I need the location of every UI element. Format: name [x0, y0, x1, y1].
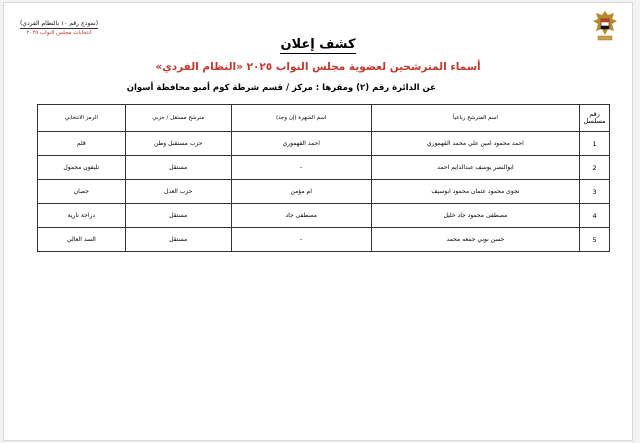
page-subtitle: أسماء المترشحين لعضوية مجلس النواب ٢٠٢٥ «النظام الفردي»	[155, 61, 481, 73]
cell-nickname: مصطفى جاد	[231, 204, 371, 228]
cell-symbol: دراجة نارية	[38, 204, 126, 228]
table-row	[38, 132, 610, 156]
header-name: اسم المترشح رباعياً	[371, 105, 580, 132]
cell-nickname: -	[231, 228, 371, 252]
header-type: مترشح مستقل / حزبي	[125, 105, 231, 132]
cell-type: حزب مستقبل وطن	[125, 132, 231, 156]
cell-name: نجوى محمود عثمان محمود ابوسيف	[371, 180, 580, 204]
table-row	[38, 180, 610, 204]
cell-symbol: حصان	[38, 180, 126, 204]
candidates-table	[37, 104, 610, 252]
header-nickname: اسم الشهرة (إن وجد)	[231, 105, 371, 132]
cell-nickname: ام مؤمن	[231, 180, 371, 204]
form-label: (نموذج رقم ١٠ بالنظام الفردي)	[19, 20, 99, 27]
cell-num: 5	[580, 228, 610, 252]
announcement-page	[3, 2, 633, 441]
cell-type: مستقل	[125, 228, 231, 252]
cell-num: 3	[580, 180, 610, 204]
table-header-row	[38, 105, 610, 132]
header-symbol: الرمز الانتخابي	[38, 105, 126, 132]
table-row	[38, 204, 610, 228]
table-row	[38, 156, 610, 180]
cell-symbol: قلم	[38, 132, 126, 156]
table-row	[38, 228, 610, 252]
cell-symbol: السد العالي	[38, 228, 126, 252]
cell-name: ابوالنصر يوسف عبدالدايم احمد	[371, 156, 580, 180]
cell-num: 1	[580, 132, 610, 156]
header-serial: رقم مسلسل	[580, 105, 610, 132]
cell-name: احمد محمود امين علي محمد القهموري	[371, 132, 580, 156]
cell-type: حزب العدل	[125, 180, 231, 204]
district-line: عن الدائرة رقم (٢) ومقرها : مركز / قسم شرطة كوم أمبو محافظة أسوان	[126, 83, 436, 93]
cell-symbol: تليفون محمول	[38, 156, 126, 180]
cell-name: حسن نوبي جمعه محمد	[371, 228, 580, 252]
page-title-text: كشف إعلان	[280, 37, 356, 52]
cell-nickname: -	[231, 156, 371, 180]
cell-num: 4	[580, 204, 610, 228]
form-number-box	[12, 10, 106, 36]
cell-num: 2	[580, 156, 610, 180]
cell-type: مستقل	[125, 204, 231, 228]
cell-nickname: احمد القهموري	[231, 132, 371, 156]
cell-name: مصطفى محمود جاد خليل	[371, 204, 580, 228]
page-title	[4, 37, 632, 52]
form-sublabel: انتخابات مجلس النواب ٢٠٢٥	[26, 30, 92, 36]
cell-type: مستقل	[125, 156, 231, 180]
